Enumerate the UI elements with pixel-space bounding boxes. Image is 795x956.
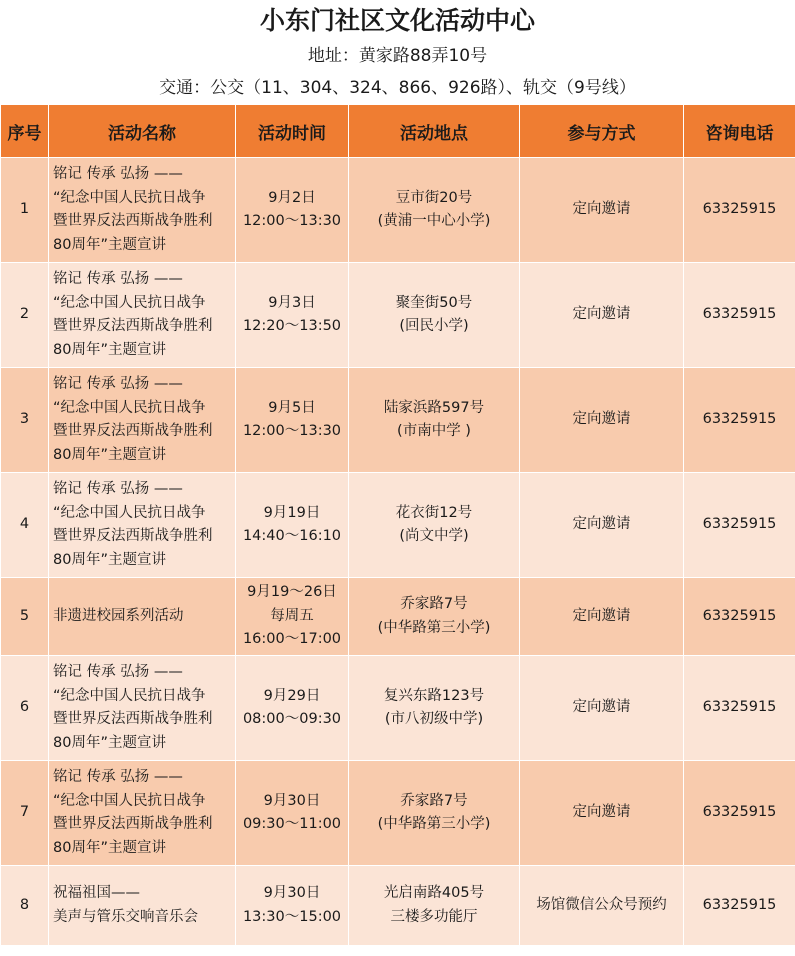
cell-time: 9月29日 08:00～09:30 xyxy=(236,656,349,761)
cell-method: 定向邀请 xyxy=(520,656,684,761)
table-row xyxy=(1,866,795,946)
cell-time: 9月19日 14:40～16:10 xyxy=(236,473,349,578)
table-row xyxy=(1,761,795,866)
cell-name: 铭记 传承 弘扬 —— “纪念中国人民抗日战争 暨世界反法西斯战争胜利 80周年”主题宣讲 xyxy=(49,158,236,263)
cell-phone: 63325915 xyxy=(684,578,795,656)
cell-method: 定向邀请 xyxy=(520,263,684,368)
cell-phone: 63325915 xyxy=(684,368,795,473)
table-row xyxy=(1,473,795,578)
cell-name: 铭记 传承 弘扬 —— “纪念中国人民抗日战争 暨世界反法西斯战争胜利 80周年”主题宣讲 xyxy=(49,473,236,578)
page-title: 小东门社区文化活动中心 xyxy=(259,6,535,35)
table-header-row xyxy=(1,105,795,158)
cell-method: 场馆微信公众号预约 xyxy=(520,866,684,946)
cell-method: 定向邀请 xyxy=(520,368,684,473)
cell-name: 铭记 传承 弘扬 —— “纪念中国人民抗日战争 暨世界反法西斯战争胜利 80周年”主题宣讲 xyxy=(49,761,236,866)
cell-no: 5 xyxy=(1,578,49,656)
cell-name: 铭记 传承 弘扬 —— “纪念中国人民抗日战争 暨世界反法西斯战争胜利 80周年”主题宣讲 xyxy=(49,263,236,368)
cell-name: 铭记 传承 弘扬 —— “纪念中国人民抗日战争 暨世界反法西斯战争胜利 80周年”主题宣讲 xyxy=(49,368,236,473)
cell-no: 8 xyxy=(1,866,49,946)
cell-place: 豆市街20号 (黄浦一中心小学) xyxy=(349,158,520,263)
cell-place: 乔家路7号 (中华路第三小学) xyxy=(349,761,520,866)
cell-method: 定向邀请 xyxy=(520,473,684,578)
address-line: 地址：黄家路88弄10号 xyxy=(307,46,488,66)
activity-table xyxy=(0,104,795,946)
cell-place: 复兴东路123号 (市八初级中学) xyxy=(349,656,520,761)
cell-phone: 63325915 xyxy=(684,158,795,263)
cell-place: 花衣街12号 (尚文中学) xyxy=(349,473,520,578)
table-row xyxy=(1,263,795,368)
cell-phone: 63325915 xyxy=(684,473,795,578)
cell-name: 祝福祖国—— 美声与管乐交响音乐会 xyxy=(49,866,236,946)
cell-method: 定向邀请 xyxy=(520,158,684,263)
cell-time: 9月30日 13:30～15:00 xyxy=(236,866,349,946)
cell-time: 9月30日 09:30～11:00 xyxy=(236,761,349,866)
cell-no: 6 xyxy=(1,656,49,761)
column-header-name: 活动名称 xyxy=(49,105,236,158)
cell-name: 铭记 传承 弘扬 —— “纪念中国人民抗日战争 暨世界反法西斯战争胜利 80周年”主题宣讲 xyxy=(49,656,236,761)
cell-no: 1 xyxy=(1,158,49,263)
cell-no: 2 xyxy=(1,263,49,368)
cell-phone: 63325915 xyxy=(684,263,795,368)
column-header-time: 活动时间 xyxy=(236,105,349,158)
cell-place: 陆家浜路597号 (市南中学 ) xyxy=(349,368,520,473)
cell-time: 9月5日 12:00～13:30 xyxy=(236,368,349,473)
table-row xyxy=(1,656,795,761)
cell-place: 聚奎街50号 (回民小学) xyxy=(349,263,520,368)
cell-method: 定向邀请 xyxy=(520,761,684,866)
cell-place: 乔家路7号 (中华路第三小学) xyxy=(349,578,520,656)
cell-no: 7 xyxy=(1,761,49,866)
table-row xyxy=(1,578,795,656)
table-row xyxy=(1,158,795,263)
column-header-phone: 咨询电话 xyxy=(684,105,795,158)
cell-phone: 63325915 xyxy=(684,656,795,761)
cell-time: 9月19～26日 每周五 16:00～17:00 xyxy=(236,578,349,656)
cell-phone: 63325915 xyxy=(684,866,795,946)
column-header-method: 参与方式 xyxy=(520,105,684,158)
cell-method: 定向邀请 xyxy=(520,578,684,656)
table-row xyxy=(1,368,795,473)
cell-time: 9月3日 12:20～13:50 xyxy=(236,263,349,368)
cell-no: 4 xyxy=(1,473,49,578)
cell-phone: 63325915 xyxy=(684,761,795,866)
cell-name: 非遗进校园系列活动 xyxy=(49,578,236,656)
column-header-place: 活动地点 xyxy=(349,105,520,158)
cell-place: 光启南路405号 三楼多功能厅 xyxy=(349,866,520,946)
column-header-no: 序号 xyxy=(1,105,49,158)
page-header xyxy=(0,0,795,104)
cell-time: 9月2日 12:00～13:30 xyxy=(236,158,349,263)
cell-no: 3 xyxy=(1,368,49,473)
transit-line: 交通：公交（11、304、324、866、926路）、轨交（9号线） xyxy=(159,78,636,98)
